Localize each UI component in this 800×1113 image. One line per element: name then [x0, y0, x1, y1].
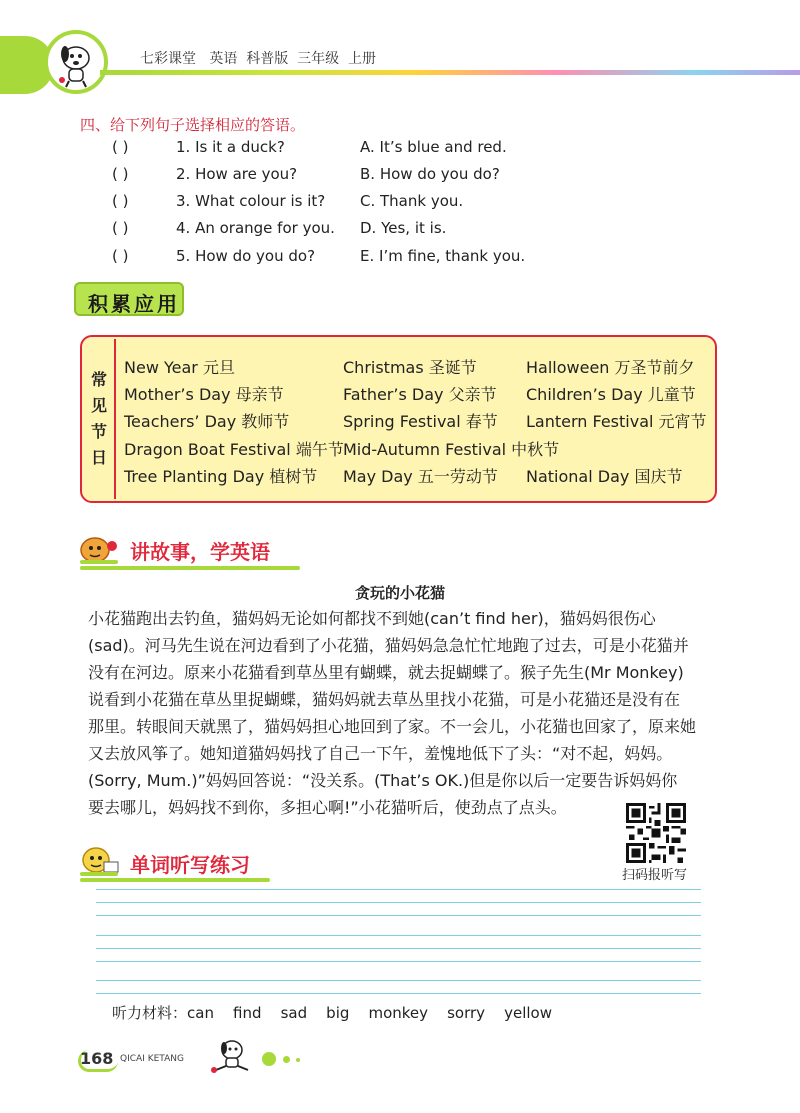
- question-text: 3. What colour is it?: [176, 192, 326, 210]
- holiday-item: Father’s Day 父亲节: [343, 385, 497, 404]
- question-text: 4. An orange for you.: [176, 219, 335, 237]
- writing-line[interactable]: [96, 961, 701, 962]
- writing-line[interactable]: [96, 935, 701, 936]
- answer-option: B. How do you do?: [360, 165, 500, 183]
- dictation-mascot-icon: [78, 842, 120, 878]
- question-text: 5. How do you do?: [176, 247, 316, 265]
- answer-option: A. It’s blue and red.: [360, 138, 507, 156]
- footer-dot: [283, 1056, 290, 1063]
- story-line: 没有在河边。原来小花猫看到草丛里有蝴蝶，就去捉蝴蝶了。猴子先生(Mr Monkey): [88, 663, 684, 682]
- footer-brand: QICAI KETANG: [120, 1054, 184, 1064]
- story-title-underline: [80, 566, 300, 570]
- story-heading: 贪玩的小花猫: [354, 584, 445, 602]
- header-rainbow-bar: [100, 70, 800, 75]
- holiday-item: New Year 元旦: [124, 358, 235, 377]
- side-char: 节: [91, 422, 108, 441]
- footer-dot: [262, 1052, 276, 1066]
- writing-line[interactable]: [96, 980, 701, 981]
- qr-code-icon[interactable]: [626, 803, 686, 863]
- holiday-item: Spring Festival 春节: [343, 412, 498, 431]
- answer-blank[interactable]: ( ): [112, 192, 129, 210]
- holiday-item: Mid-Autumn Festival 中秋节: [343, 440, 560, 459]
- side-char: 见: [91, 396, 108, 415]
- story-line: 那里。转眼间天就黑了，猫妈妈担心地回到了家。不一会儿，小花猫也回家了，原来她: [88, 717, 697, 736]
- writing-line[interactable]: [96, 915, 701, 916]
- answer-option: D. Yes, it is.: [360, 219, 447, 237]
- dictation-section-title: 单词听写练习: [130, 853, 250, 877]
- story-line: (Sorry, Mum.)”妈妈回答说：“没关系。(That’s OK.)但是你以后一定要告诉妈妈你: [88, 771, 678, 790]
- holiday-item: National Day 国庆节: [526, 467, 683, 486]
- answer-option: C. Thank you.: [360, 192, 464, 210]
- page-number: 168: [80, 1049, 114, 1068]
- story-line: 要去哪儿，妈妈找不到你，多担心啊!”小花猫听后，使劲点了点头。: [88, 798, 567, 817]
- answer-blank[interactable]: ( ): [112, 138, 129, 156]
- holiday-item: Tree Planting Day 植树节: [124, 467, 318, 486]
- side-char: 常: [91, 370, 108, 389]
- story-line: 说看到小花猫在草丛里捉蝴蝶，猫妈妈就去草丛里找小花猫，可是小花猫还是没有在: [88, 690, 681, 709]
- dictation-title-underline: [80, 878, 270, 882]
- accumulate-badge-label: 积累应用: [88, 292, 180, 316]
- qr-label: 扫码报听写: [622, 868, 688, 883]
- holiday-item: May Day 五一劳动节: [343, 467, 498, 486]
- holiday-item: Christmas 圣诞节: [343, 358, 477, 377]
- listening-material: 听力材料：can find sad big monkey sorry yellow: [112, 1004, 552, 1022]
- holiday-item: Lantern Festival 元宵节: [526, 412, 707, 431]
- answer-blank[interactable]: ( ): [112, 219, 129, 237]
- writing-line[interactable]: [96, 948, 701, 949]
- story-mascot-icon: [78, 530, 120, 566]
- holiday-item: Halloween 万圣节前夕: [526, 358, 695, 377]
- accumulate-badge: [74, 282, 184, 316]
- answer-option: E. I’m fine, thank you.: [360, 247, 526, 265]
- writing-line[interactable]: [96, 902, 701, 903]
- question-text: 1. Is it a duck?: [176, 138, 285, 156]
- footer-dog-icon: [206, 1036, 254, 1074]
- answer-blank[interactable]: ( ): [112, 165, 129, 183]
- header-title: 七彩课堂 英语 科普版 三年级 上册: [140, 51, 377, 67]
- dog-mascot-icon: [48, 34, 104, 90]
- section4-title: 四、给下列句子选择相应的答语。: [80, 116, 306, 134]
- story-line: (sad)。河马先生说在河边看到了小花猫，猫妈妈急急忙忙地跑了过去，可是小花猫并: [88, 636, 689, 655]
- mascot-badge: [44, 30, 108, 94]
- holiday-item: Teachers’ Day 教师节: [124, 412, 290, 431]
- story-section-title: 讲故事，学英语: [130, 540, 270, 564]
- holiday-item: Dragon Boat Festival 端午节: [124, 440, 344, 459]
- side-char: 日: [91, 448, 108, 467]
- question-text: 2. How are you?: [176, 165, 298, 183]
- holiday-item: Children’s Day 儿童节: [526, 385, 696, 404]
- footer-dot: [296, 1058, 300, 1062]
- holiday-item: Mother’s Day 母亲节: [124, 385, 284, 404]
- holidays-side-label: [84, 339, 116, 499]
- writing-line[interactable]: [96, 889, 701, 890]
- answer-blank[interactable]: ( ): [112, 247, 129, 265]
- writing-line[interactable]: [96, 993, 701, 994]
- story-line: 小花猫跑出去钓鱼，猫妈妈无论如何都找不到她(can’t find her)，猫妈妈很伤心: [88, 609, 656, 628]
- story-line: 又去放风筝了。她知道猫妈妈找了自己一下午，羞愧地低下了头：“对不起，妈妈。: [88, 744, 673, 763]
